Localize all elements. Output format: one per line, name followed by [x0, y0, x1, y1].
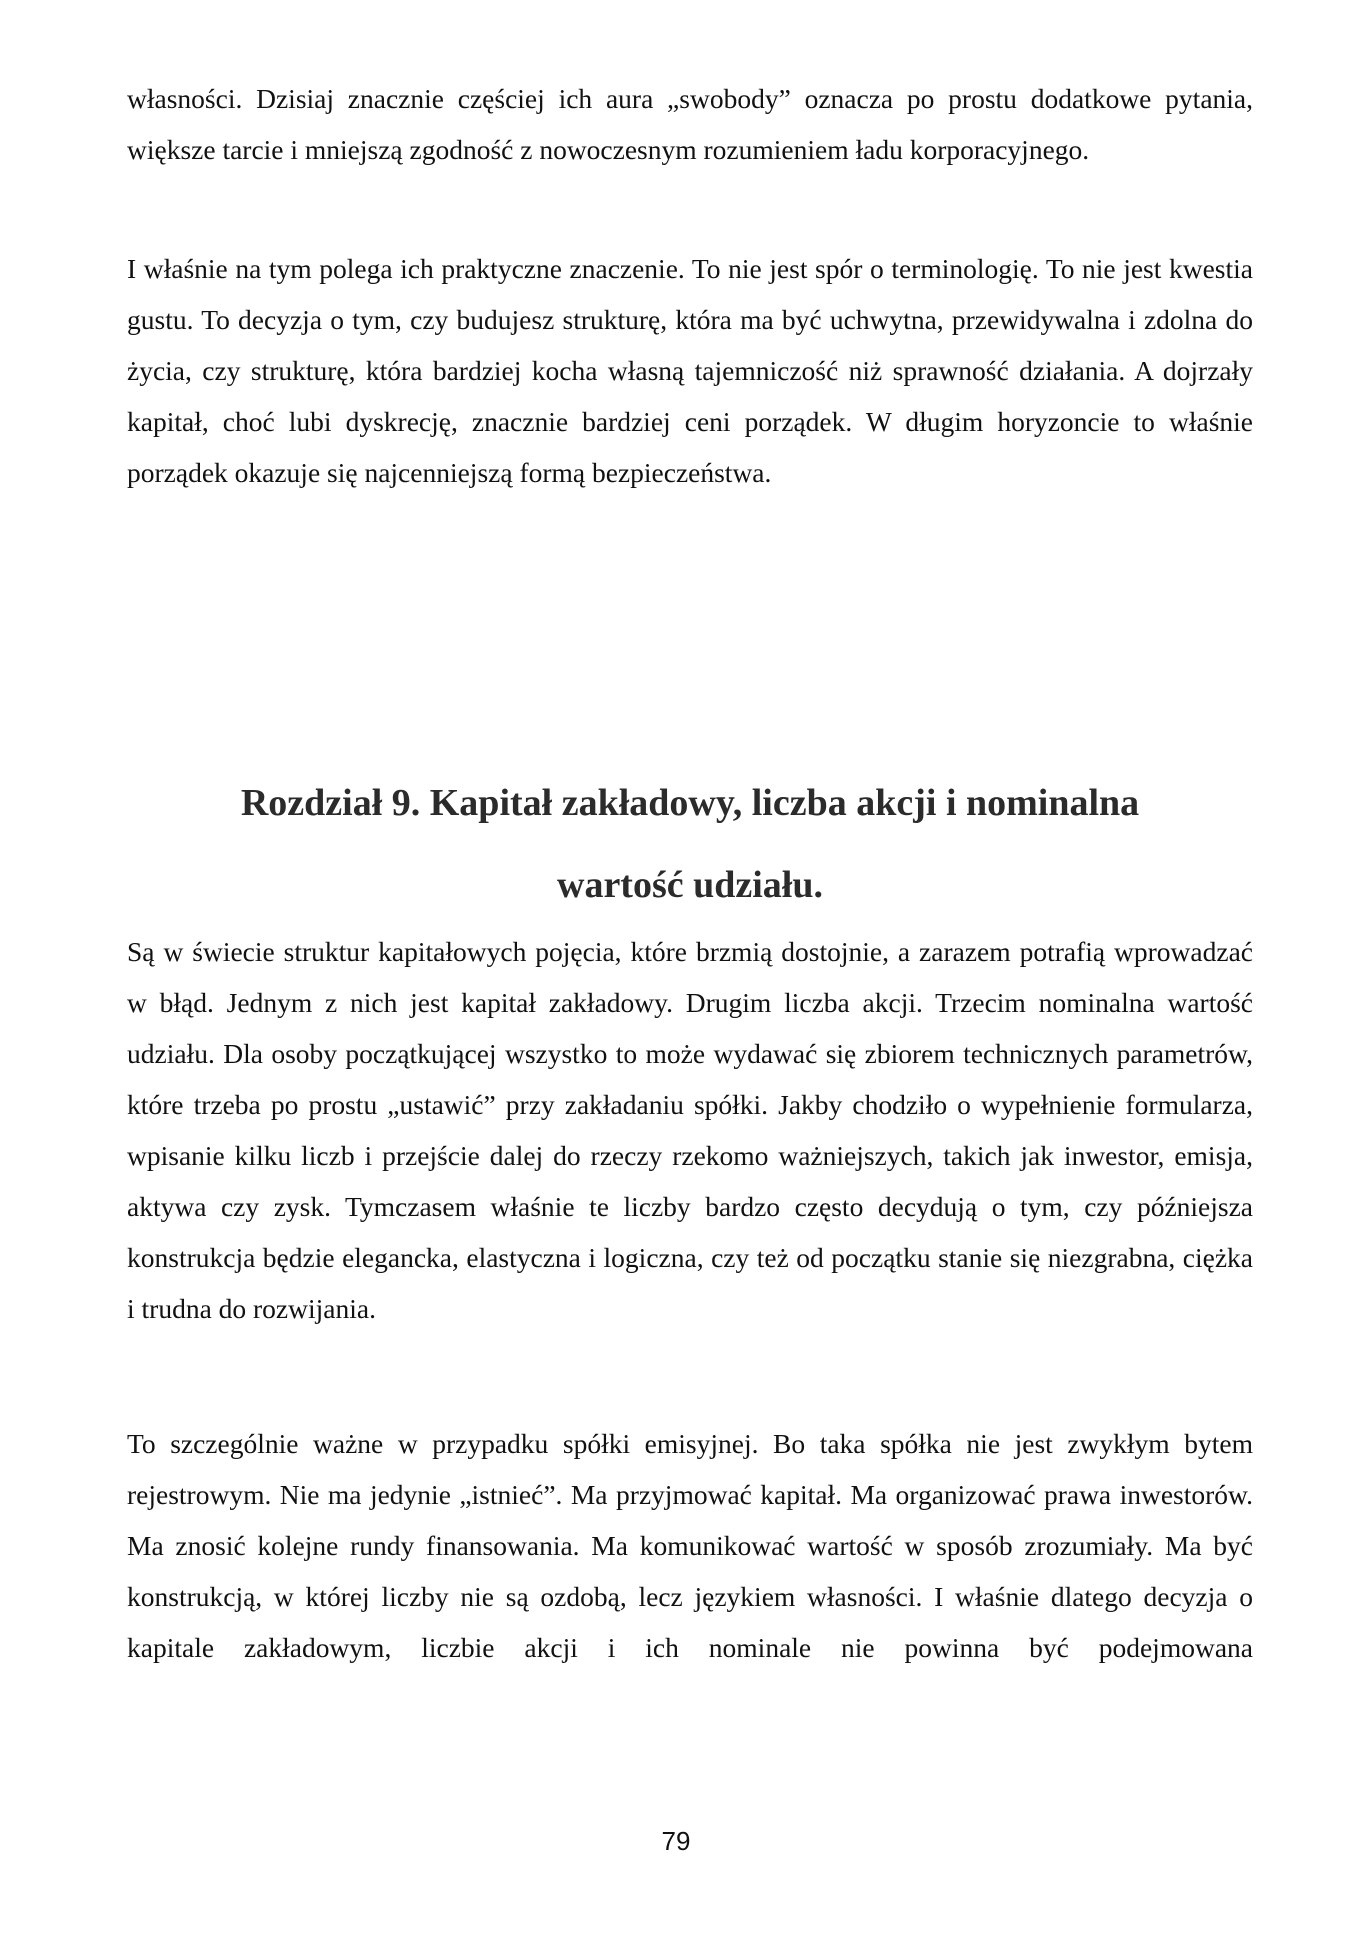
paragraph-issuer-company: To szczególnie ważne w przypadku spółki emisyjnej. Bo taka spółka nie jest zwykłym bytem rejestrowym. Nie ma jedynie „istnieć”. Ma przyjmować kapitał. Ma organizować prawa inwestorów. Ma znosić kolejne rundy finansowania. Ma komunikować wartość w sposób zrozumiały. Ma być konstrukcją, w której liczby nie są ozdobą, lecz językiem własności. I właśnie dlatego decyzja o kapitale zakładowym, liczbie akcji i ich nominale nie powinna być podejmowana [127, 1428, 1253, 1663]
chapter-title-line-1: Rozdział 9. Kapitał zakładowy, liczba akcji i nominalna [240, 782, 1140, 824]
paragraph-continuation: własności. Dzisiaj znacznie częściej ich aura „swobody” oznacza po prostu dodatkowe pytania, większe tarcie i mniejszą zgodność z nowoczesnym rozumieniem ładu korporacyjnego. [127, 83, 1253, 165]
chapter-title-line-2: wartość udziału. [557, 864, 823, 906]
paragraph-chapter-intro: Są w świecie struktur kapitałowych pojęcia, które brzmią dostojnie, a zarazem potrafią wprowadzać w błąd. Jednym z nich jest kapitał zakładowy. Drugim liczba akcji. Trzecim nominalna wartość udziału. Dla osoby początkującej wszystko to może wydawać się zbiorem technicznych parametrów, które trzeba po prostu „ustawić” przy zakładaniu spółki. Jakby chodziło o wypełnienie formularza, wpisanie kilku liczb i przejście dalej do rzeczy rzekomo ważniejszych, takich jak inwestor, emisja, aktywa czy zysk. Tymczasem właśnie te liczby bardzo często decydują o tym, czy późniejsza konstrukcja będzie elegancka, elastyczna i logiczna, czy też od początku stanie się niezgrabna, ciężka i trudna do rozwijania. [127, 936, 1253, 1324]
chapter-heading [127, 762, 1253, 926]
page-number: 79 [661, 1826, 691, 1856]
paragraph-practical-meaning: I właśnie na tym polega ich praktyczne znaczenie. To nie jest spór o terminologię. To nie jest kwestia gustu. To decyzja o tym, czy budujesz strukturę, która ma być uchwytna, przewidywalna i zdolna do życia, czy strukturę, która bardziej kocha własną tajemniczość niż sprawność działania. A dojrzały kapitał, choć lubi dyskrecję, znacznie bardziej ceni porządek. W długim horyzoncie to właśnie porządek okazuje się najcenniejszą formą bezpieczeństwa. [127, 253, 1253, 488]
